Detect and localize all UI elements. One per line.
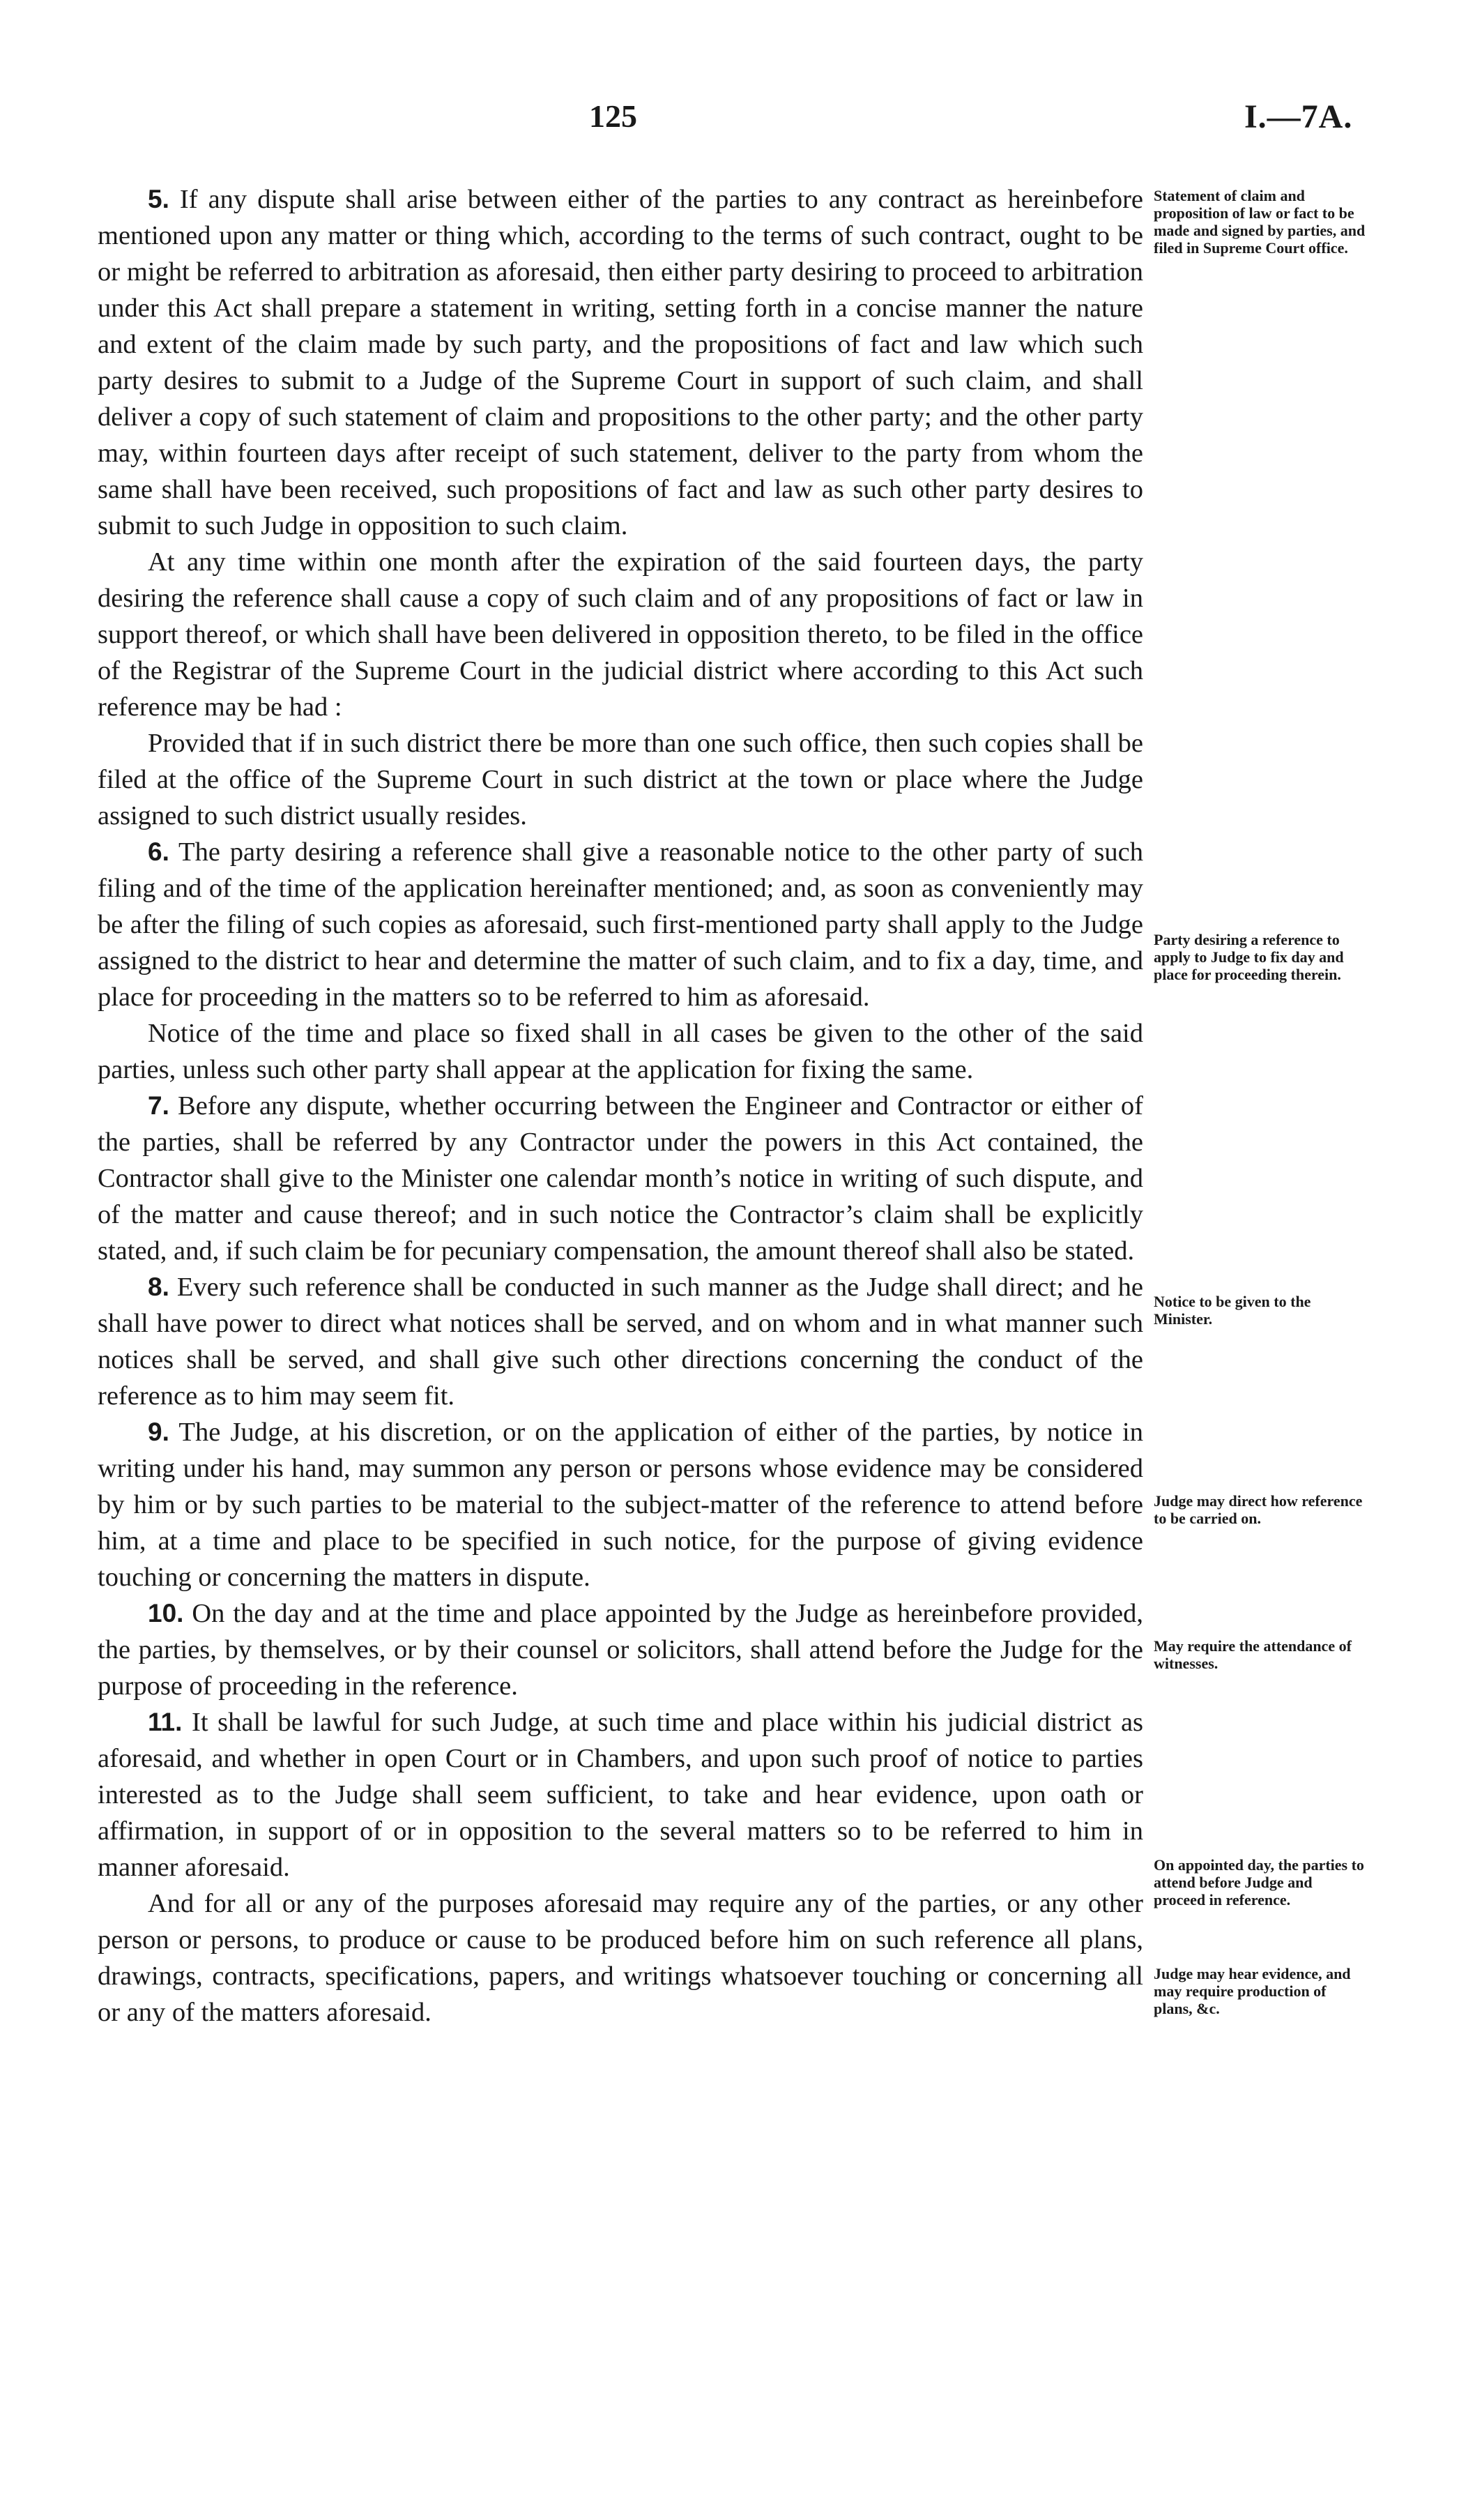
section-number: 7. — [148, 1091, 169, 1120]
margin-note-attendance-of-witnesses: May require the attendance of witnesses. — [1154, 1637, 1352, 1672]
page-number: 125 — [589, 98, 637, 134]
margin-note-appointed-day: On appointed day, the parties to attend before Judge and proceed in reference. — [1154, 1856, 1364, 1908]
section-number: 10. — [148, 1599, 184, 1627]
paragraph-text: Before any dispute, whether occurring between the Engineer and Contractor or either of the parties, shall be referred by any Contractor under the powers in this Act contained, the Contractor shall give to the Minister one calendar month’s notice in writing of such dispute, and of the matter and cause thereof; and in such notice the Contractor’s claim shall be explicitly stated, and, if such claim be for pecuniary compensation, the amount thereof shall also be stated. — [98, 1091, 1143, 1266]
paragraph-text: The Judge, at his discretion, or on the application of either of the parties, by notice in writing under his hand, may summon any person or persons whose evidence may be considered by him or by such parties to be material to the subject-matter of the reference to attend before him, at a time and place to be specified in such notice, for the purpose of giving evidence touching or concerning the matters in dispute. — [98, 1418, 1143, 1592]
section-number: 6. — [148, 837, 169, 866]
body-text — [98, 181, 1143, 2031]
section-5-continuation — [98, 544, 1143, 725]
page-header — [0, 98, 1482, 153]
paragraph-text: If any dispute shall arise between either of the parties to any contract as hereinbefore mentioned upon any matter or thing which, according to the terms of such contract, ought to be or might be referred to arbitration as aforesaid, then either party desiring to proceed to arbitration under this Act shall prepare a statement in writing, setting forth in a concise manner the nature and extent of the claim made by such party, and the propositions of fact and law which such party desires to submit to a Judge of the Supreme Court in support of such claim, and shall deliver a copy of such statement of claim and propositions to the other party; and the other party may, within fourteen days after receipt of such statement, deliver to the party from whom the same shall have been received, such propositions of fact and law as such other party desires to submit to such Judge in opposition to such claim. — [98, 185, 1144, 540]
section-number: 9. — [148, 1418, 169, 1446]
margin-note-statement-of-claim: Statement of claim and proposition of law or fact to be made and signed by parties, and filed in Supreme Court office. — [1154, 187, 1366, 257]
section-6-paragraph — [98, 834, 1143, 1015]
paragraph-text: Every such reference shall be conducted in such manner as the Judge shall direct; and he shall have power to direct what notices shall be served, and on whom and in what manner such notices shall be served, and shall give such other directions concerning the conduct of the reference as to him may seem fit. — [98, 1273, 1144, 1411]
section-11-continuation — [98, 1885, 1143, 2031]
paragraph-text: Provided that if in such district there be more than one such office, then such copies shall be filed at the office of the Supreme Court in such district at the town or place where the Judge assigned to such district usually resides. — [98, 729, 1143, 830]
margin-note-notice-to-minister: Notice to be given to the Minister. — [1154, 1293, 1311, 1328]
section-number: 8. — [148, 1273, 169, 1301]
paragraph-text: At any time within one month after the expiration of the said fourteen days, the party desiring the reference shall cause a copy of such claim and of any propositions of fact or law in support thereof, or which shall have been delivered in opposition thereto, to be filed in the office of the Registrar of the Supreme Court in the judicial district where according to this Act such reference may be had : — [98, 547, 1143, 722]
section-9-paragraph — [98, 1414, 1143, 1595]
section-7-paragraph — [98, 1088, 1143, 1269]
margin-note-judge-may-direct: Judge may direct how reference to be carried on. — [1154, 1492, 1363, 1527]
section-number: 5. — [148, 185, 169, 213]
paragraph-text: Notice of the time and place so fixed shall in all cases be given to the other of the said parties, unless such other party shall appear at the application for fixing the same. — [98, 1019, 1143, 1084]
section-5-paragraph — [98, 181, 1143, 544]
section-8-paragraph — [98, 1269, 1143, 1414]
section-5-proviso — [98, 725, 1143, 834]
section-10-paragraph — [98, 1595, 1143, 1704]
paragraph-text: And for all or any of the purposes aforesaid may require any of the parties, or any other person or persons, to produce or cause to be produced before him on such reference all plans, drawings, contracts, specifications, papers, and writings whatsoever touching or concerning all or any of the matters aforesaid. — [98, 1889, 1143, 2027]
section-6-continuation — [98, 1015, 1143, 1088]
section-number: 11. — [148, 1708, 183, 1736]
paper-reference: I.—7A. — [1244, 98, 1353, 135]
margin-note-judge-may-hear-evidence: Judge may hear evidence, and may require production of plans, &c. — [1154, 1965, 1351, 2017]
paragraph-text: On the day and at the time and place appointed by the Judge as hereinbefore provided, the parties, by themselves, or by their counsel or solicitors, shall attend before the Judge for the purpose of proceeding in the reference. — [98, 1599, 1143, 1701]
paragraph-text: The party desiring a reference shall give a reasonable notice to the other party of such filing and of the time of the application hereinafter mentioned; and, as soon as conveniently may be after the filing of such copies as aforesaid, such first-mentioned party shall apply to the Judge assigned to the district to hear and determine the matter of such claim, and to fix a day, time, and place for proceeding in the matters so to be referred to him as aforesaid. — [98, 837, 1143, 1012]
section-11-paragraph — [98, 1704, 1143, 1885]
margin-note-party-desiring-reference: Party desiring a reference to apply to Judge to fix day and place for proceeding therein. — [1154, 931, 1344, 983]
paragraph-text: It shall be lawful for such Judge, at such time and place within his judicial district as aforesaid, and whether in open Court or in Chambers, and upon such proof of notice to parties interested as to the Judge shall seem sufficient, to take and hear evidence, upon oath or affirmation, in support of or in opposition to the several matters so to be referred to him in manner aforesaid. — [98, 1708, 1144, 1882]
